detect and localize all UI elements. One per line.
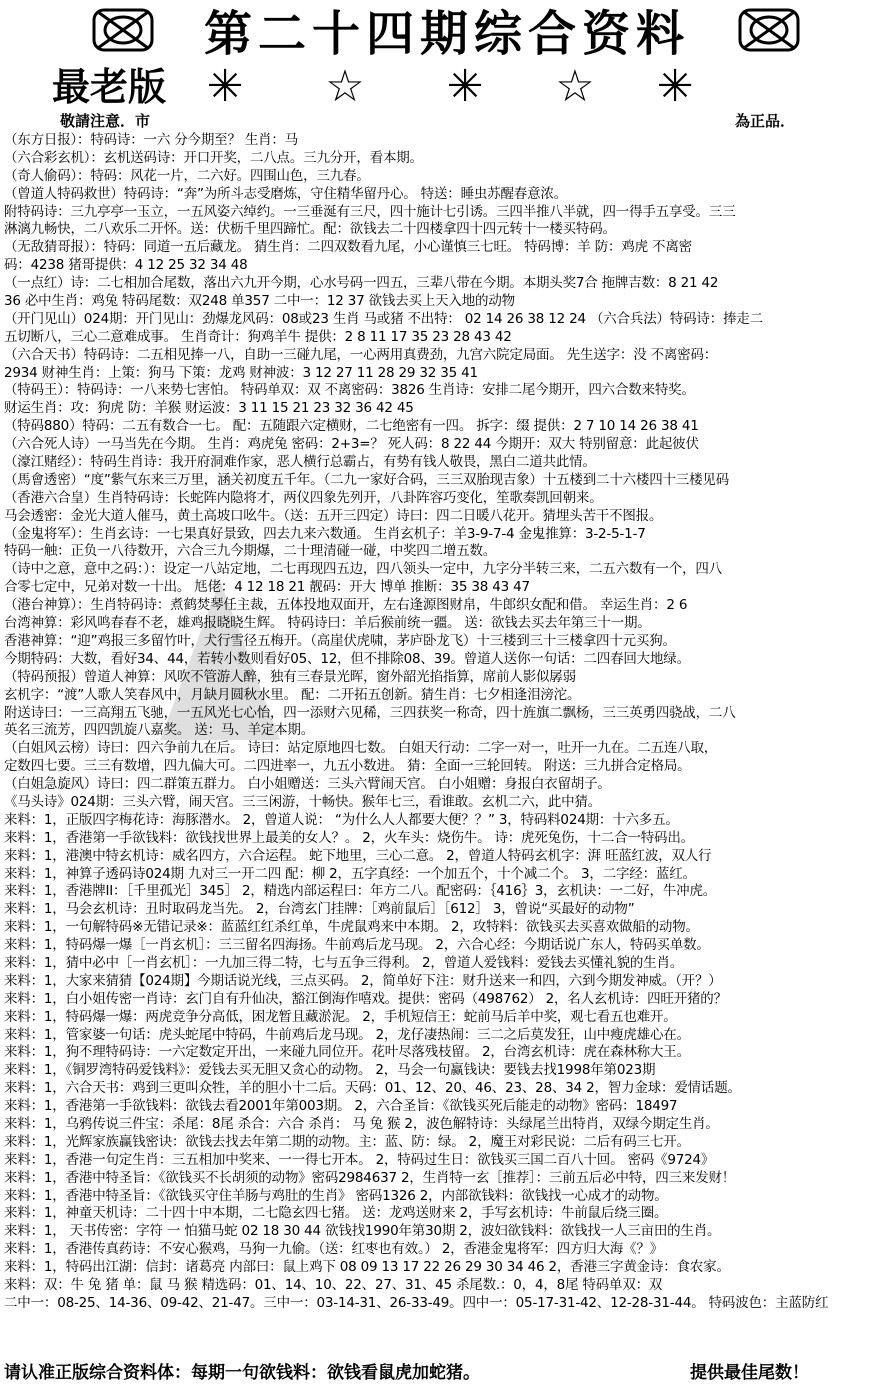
emblem-icon <box>92 6 154 54</box>
text-line: 今期特码：大数，看好34、44，若转小数则看好05、12，但不排除08、39。曾道人送你一句话：二四春回大地绿。 <box>4 650 690 667</box>
text-line: 来料：1，狗不理特码诗：一六定数定开出，一来碰九同位开。花叶尽落残枝留。 2，台湾玄机诗：虎在森林称大王。 <box>4 1044 690 1061</box>
text-line: （六合彩玄机）：玄机送码诗：开口开奖，二八点。三九分开，看本期。 <box>4 149 423 166</box>
text-line: 英名三流芳，四四凯旋八嘉奖。 送：马、羊定本期。 <box>4 722 314 739</box>
text-line: 来料：1，香港第一手欲钱料：欲钱找世界上最美的女人？。 2，火车头：烧伤牛。 诗：虎死兔伤，十二合一特码出。 <box>4 829 694 846</box>
text-line: 来料：1，香港牌II：［千里孤光］345］ 2，精选内部运程曰：年方二八。配密码：｛416｝3，玄机诀：一二好，牛冲虎。 <box>4 883 717 900</box>
text-line: （香港六合皇）生肖特码诗：长蛇阵内隐将才，两仪四象先列开，八卦阵容巧变化，笙歌奏凯回朝来。 <box>4 489 603 506</box>
text-line: （一点红）诗：二七相加合尾数，落出六九开今期，心水号码一四五，三辈八带在今期。本期头奖7合 拖牌吉数：8 21 42 <box>4 275 719 292</box>
asterisk-icon: ✳ <box>206 61 244 112</box>
text-line: 来料：1，六合天书：鸡到三更叫众牲，羊的胆小十二后。天码：01、12、20、46、23、28、34 2，智力金球：爱情话题。 <box>4 1080 741 1097</box>
text-line: 五切断八，三心二意难成事。 生肖奇计：狗鸡羊牛 提供：2 8 11 17 35 23 28 43 42 <box>4 328 512 345</box>
text-line: （港台神算）：生肖特码诗：煮鹤焚琴任主裁，五体投地双面开，左右逢源图财帛，牛郎织女配和借。 幸运生肖：2 6 <box>4 597 688 614</box>
notice-right: 為正品． <box>735 112 796 130</box>
text-line: （东方日报）：特码诗：一六 分今期至？ 生肖：马 <box>4 132 299 148</box>
text-line: （奇人偷码）：特码：风花一片，二六好。四围山色，三九春。 <box>4 167 370 184</box>
text-line: 《马头诗》024期：三头六臂，闹天宫。三三闲游，十畅快。猴年七三，看谁敢。玄机二六，此中猜。 <box>4 793 602 810</box>
text-line: 来料：1，乌鸦传说三件宝：杀尾：8尾 杀合：六合 杀肖： 马 兔 猴 2，波色解特诗：头绿尾兰出特肖，双绿今期定生肖。 <box>4 1115 719 1132</box>
text-line: 来料：1，特码爆一爆：两虎竞争分高低，困龙暂且藏淤泥。 2，手机短信王：蛇前马后羊中奖，观七看五也难开。 <box>4 1008 677 1025</box>
text-line: 香港神算：“迎”鸡报三多留竹叶，犬行雪径五梅开。（高崖伏虎啸，茅庐卧龙飞）十三楼到三十三楼拿四十元买狗。 <box>4 632 676 649</box>
text-line: 马会透密：金光大道人催马，黄土高坡口吆牛。（送：五开三四定）诗曰：四二日暖八花开。猜埋头苦干不图报。 <box>4 507 663 524</box>
text-line: （馬會透密）“度”紫气东来三万里，涵关初度五千年。（二九一家好合码，三三双胎现吉象）十五楼到二十六楼四十三楼见码 <box>4 471 730 488</box>
footer-slogan: 请认准正版综合资料体：每期一句欲钱料：欲钱看鼠虎加蛇猪。 <box>4 1363 480 1383</box>
text-line: 来料：1，香港第一手欲钱料：欲钱去看2001年第003期。 2，六合圣旨：《欲钱买死后能走的动物》密码：18497 <box>4 1098 678 1115</box>
star-icon: ☆ <box>325 61 365 112</box>
text-line: 2934 财神生肖：上策：狗马 下策：龙鸡 财神波：3 12 27 11 28 29 32 35 41 <box>4 364 478 381</box>
text-line: （特码预报）曾道人神算：风吹不管游人醉，独有三春景光晖，窗外韶光掐指算，席前人影似孱弱 <box>4 668 576 685</box>
text-line: （六合死人诗）一马当先在今期。 生肖：鸡虎兔 密码：2+3=？ 死人码：8 22 44 今期开：双大 特别留意：此起彼伏 <box>4 436 699 453</box>
text-line: 玄机字：“渡”人歌人笑春风中，月缺月圆秋水里。 配：二开拓五创新。猜生肖：七夕相逢泪滂沱。 <box>4 686 581 703</box>
text-line: 附特码诗：三九亭亭一玉立，一五风姿六绰约。一三垂涎有三尺，四十施计七引诱。三四半推八半就，四一得手五享受。三三 <box>4 203 736 220</box>
text-line: 来料：1，正版四字梅花诗：海豚潜水。 2，曾道人说： “为什么人人都要大便？？” 3，特码料024期：十六多五。 <box>4 811 679 828</box>
emblem-icon <box>738 6 800 54</box>
text-line: 来料：1，《铜罗湾特码爱钱料》：爱钱去买无胆又贪心的动物。 2，马会一句赢钱诀：要钱去找1998年第023期 <box>4 1062 656 1079</box>
text-line: 来料：1，特码爆一爆［一肖玄机］：三三留名四海扬。牛前鸡后龙马现。 2，六合心经：今期话说广东人，特码买单数。 <box>4 937 710 954</box>
text-line: 特码一触：正负一八待数开，六合三九今期爆，二十理清碰一碰，中奖四二增五数。 <box>4 543 497 560</box>
text-line: （开门见山）024期：开门见山：劲爆龙风码：08或23 生肖 马或猪 不出特： 02 14 26 38 12 24 （六合兵法）特码诗：捧走二 <box>4 310 763 327</box>
text-line: 来料：1，香港中特圣旨：《欲钱买不长胡须的动物》密码2984637 2，生肖特一玄［推荐］：三前五后必中特，四三来发财！ <box>4 1169 736 1186</box>
text-line: （金鬼将军）：生肖玄诗：一七果真好景致，四去九来六数通。 生肖玄机子：羊3-9-7-4 金鬼推算：3-2-5-1-7 <box>4 525 646 542</box>
text-line: 来料：1，管家婆一句话：虎头蛇尾中特码，牛前鸡后龙马现。 2，龙仔凄热闹：三二之后莫发狂，山中瘦虎雄心在。 <box>4 1026 690 1043</box>
text-line: （无敌猜哥报）：特码：同道一五后藏龙。 猜生肖：二四双数看九尾，小心谨慎三七旺。 特码博：羊 防：鸡虎 不离密 <box>4 239 692 256</box>
footer <box>0 1358 894 1388</box>
text-line: 来料：1，神童天机诗：二十四十中本期，二七隐玄四七猪。 送：龙鸡送财来 2，手写玄机诗：牛前鼠后绕三圈。 <box>4 1205 668 1222</box>
text-line: 附送诗曰：一三高翔五飞驰，一五风光七心怡，四一添财六见稀，三四获奖一称奇，四十旌旗二飘杨，三三英勇四骁战，二八 <box>4 704 736 721</box>
text-line: （曾道人特码救世）特码诗：“奔”为所斗志受磨炼，守住精华留丹心。 特送：睡虫苏醒春意浓。 <box>4 185 567 202</box>
text-line: 来料：1，香港中特圣旨：《欲钱买守住羊肠与鸡肚的生肖》 密码1326 2，内部欲钱料：欲钱找一心成才的动物。 <box>4 1187 668 1204</box>
edition-label: 最老版 <box>52 64 167 109</box>
text-line: 二中一：08-25、14-36、09-42、21-47。三中一：03-14-31、26-33-49。四中一：05-17-31-42、12-28-31-44。 特码波色：主蓝防红 <box>4 1294 829 1311</box>
text-line: （特码880）特码：二五有数合一七。 配：五随跟六定横财，二七绝密有一四。 拆字：缀 提供：2 7 10 14 26 38 41 <box>4 418 699 435</box>
text-line: （白姐风云榜）诗曰：四六争前九在后。 诗曰：站定原地四七数。 白姐天行动：二字一对一，吐开一九在。二五连八取， <box>4 740 718 757</box>
asterisk-icon: ✳ <box>656 61 694 112</box>
text-line: 来料：1，马会玄机诗：丑时取码龙当先。 2，台湾玄门挂牌：［鸡前鼠后］［612］ 3，曾说“买最好的动物” <box>4 901 635 918</box>
text-line: 36 必中生肖：鸡兔 特码尾数：双248 单357 二中一：12 37 欲钱去买上天入地的动物 <box>4 293 515 310</box>
text-line: 财运生肖：攻：狗虎 防：羊猴 财运波：3 11 15 21 23 32 36 42 45 <box>4 400 414 417</box>
document-body <box>4 132 890 1313</box>
notice-left: 敬請注意．市 <box>60 112 151 130</box>
text-line: 来料：1，猜中必中［一肖玄机］：一九加三得二特，七与五争三得利。 2，曾道人爱钱料：爱钱去买懂礼貌的生肖。 <box>4 954 684 971</box>
text-line: 码：4238 猪哥提供：4 12 25 32 34 48 <box>4 257 248 274</box>
footer-tagline: 提供最佳尾数！ <box>690 1363 809 1383</box>
asterisk-icon: ✳ <box>446 61 484 112</box>
text-line: （诗中之意，意中之码：）：设定一八站定地，二七再现四五边，四八领头一定中，九字分半转三来，二五六数有一个，四八 <box>4 561 722 578</box>
text-line: 来料：1，港澳中特玄机诗：威名四方，六合运程。 蛇下地里，三心二意。 2，曾道人特码玄机字：湃 旺蓝红波，双人行 <box>4 847 712 864</box>
text-line: 来料：1，香港传真药诗：不安心猴鸡，马狗一九偷。（送：红枣也有效。） 2，香港金鬼将军：四方归大海《？》 <box>4 1241 664 1258</box>
text-line: 来料：1，特码出江湖：信封：诸葛亮 内部曰：鼠上鸡下 08 09 13 17 22 26 29 30 34 46 2，香港三字黄金诗：食农家。 <box>4 1259 730 1276</box>
text-line: 来料：1，一句解特码※无错记录※：蓝蓝红红杀红单，牛虎鼠鸡来中本期。 2，攻特料：欲钱买去买喜欢做船的动物。 <box>4 919 699 936</box>
text-line: 来料：1，白小姐传密一肖诗：玄门自有升仙决，豁江倒海作嘻戏。提供：密码（498762） 2，名人玄机诗：四旺开猪的？ <box>4 990 727 1007</box>
text-line: （六合天书）特码诗：二五相见捧一八，自助一三碰九尾，一心两用真费劲，九宫六院定局面。 先生送字：没 不离密码： <box>4 346 718 363</box>
text-line: 定数四七要。三三有数增，四九偏大可。二四进率一，九五小数进。 猜：全面一三轮回转。 附送：三九拼合定格局。 <box>4 758 691 775</box>
text-line: 淋漓九畅快，二八欢乐二开怀。送：伏枥千里四蹄忙。配：欲钱去二十四楼拿四十四元转十一楼买特码。 <box>4 221 616 238</box>
text-line: （特码王）：特码诗：一八来势七害怕。 特码单双：双 不离密码：3826 生肖诗：安排二尾今期开，四六合数来特奖。 <box>4 382 695 399</box>
text-line: 来料：双：牛 兔 猪 单：鼠 马 猴 精选码：01、14、10、22、27、31、45 杀尾数.：0，4，8尾 特码单双：双 <box>4 1277 663 1293</box>
text-line: 台湾神算：彩风鸣春春不老，雄鸡报晓晓生辉。 特码诗曰：羊后猴前统一疆。 送：欲钱去买去年第三十一期。 <box>4 615 651 632</box>
text-line: 来料：1，光辉家族赢钱密诀：欲钱去找去年第二期的动物。主：蓝、防：绿。 2，魔王对彩民说：二后有码三七开。 <box>4 1133 690 1150</box>
text-line: （白姐急旋风）诗曰：四二群策五群力。 白小姐赠送：三头六臂闹天宫。 白小姐赠：身报白衣留胡子。 <box>4 776 611 793</box>
text-line: 来料：1，香港一句定生肖：三五相加中奖来、一一得七开本。 2，特码过生日：欲钱买三国二百八十回。 密码《9724》 <box>4 1151 715 1168</box>
text-line: 来料：1，大家来猜猜【024期】今期话说光线，三点买码。 2，简单好下注：财升送来一和四，六到今期发神威。（开？） <box>4 972 722 989</box>
text-line: 来料：1， 天书传密：字符 一 怕猫马蛇 02 18 30 44 欲钱找1990年第30期 2，波妇欲钱料：欲钱找一人三亩田的生肖。 <box>4 1223 721 1240</box>
text-line: 来料：1，神算子透码诗024期 九对三一开二四 配：柳 2，五字真经：一个加五个，十个减二个。 3，二字经：蓝红。 <box>4 865 696 882</box>
star-icon: ☆ <box>555 61 595 112</box>
decorative-symbols <box>200 62 720 112</box>
text-line: （濠江赌经）：特码生肖诗：我开府洞难作家，恶人横行总霸占，有势有钱人敬畏，黑白二道共此情。 <box>4 454 596 471</box>
header <box>0 0 894 132</box>
text-line: 合零七定中，兄弟对数一十出。 尪佬：4 12 18 21 靓码：开大 博单 推断：35 38 43 47 <box>4 579 530 596</box>
page-title: 第二十四期综合资料 <box>203 6 690 62</box>
